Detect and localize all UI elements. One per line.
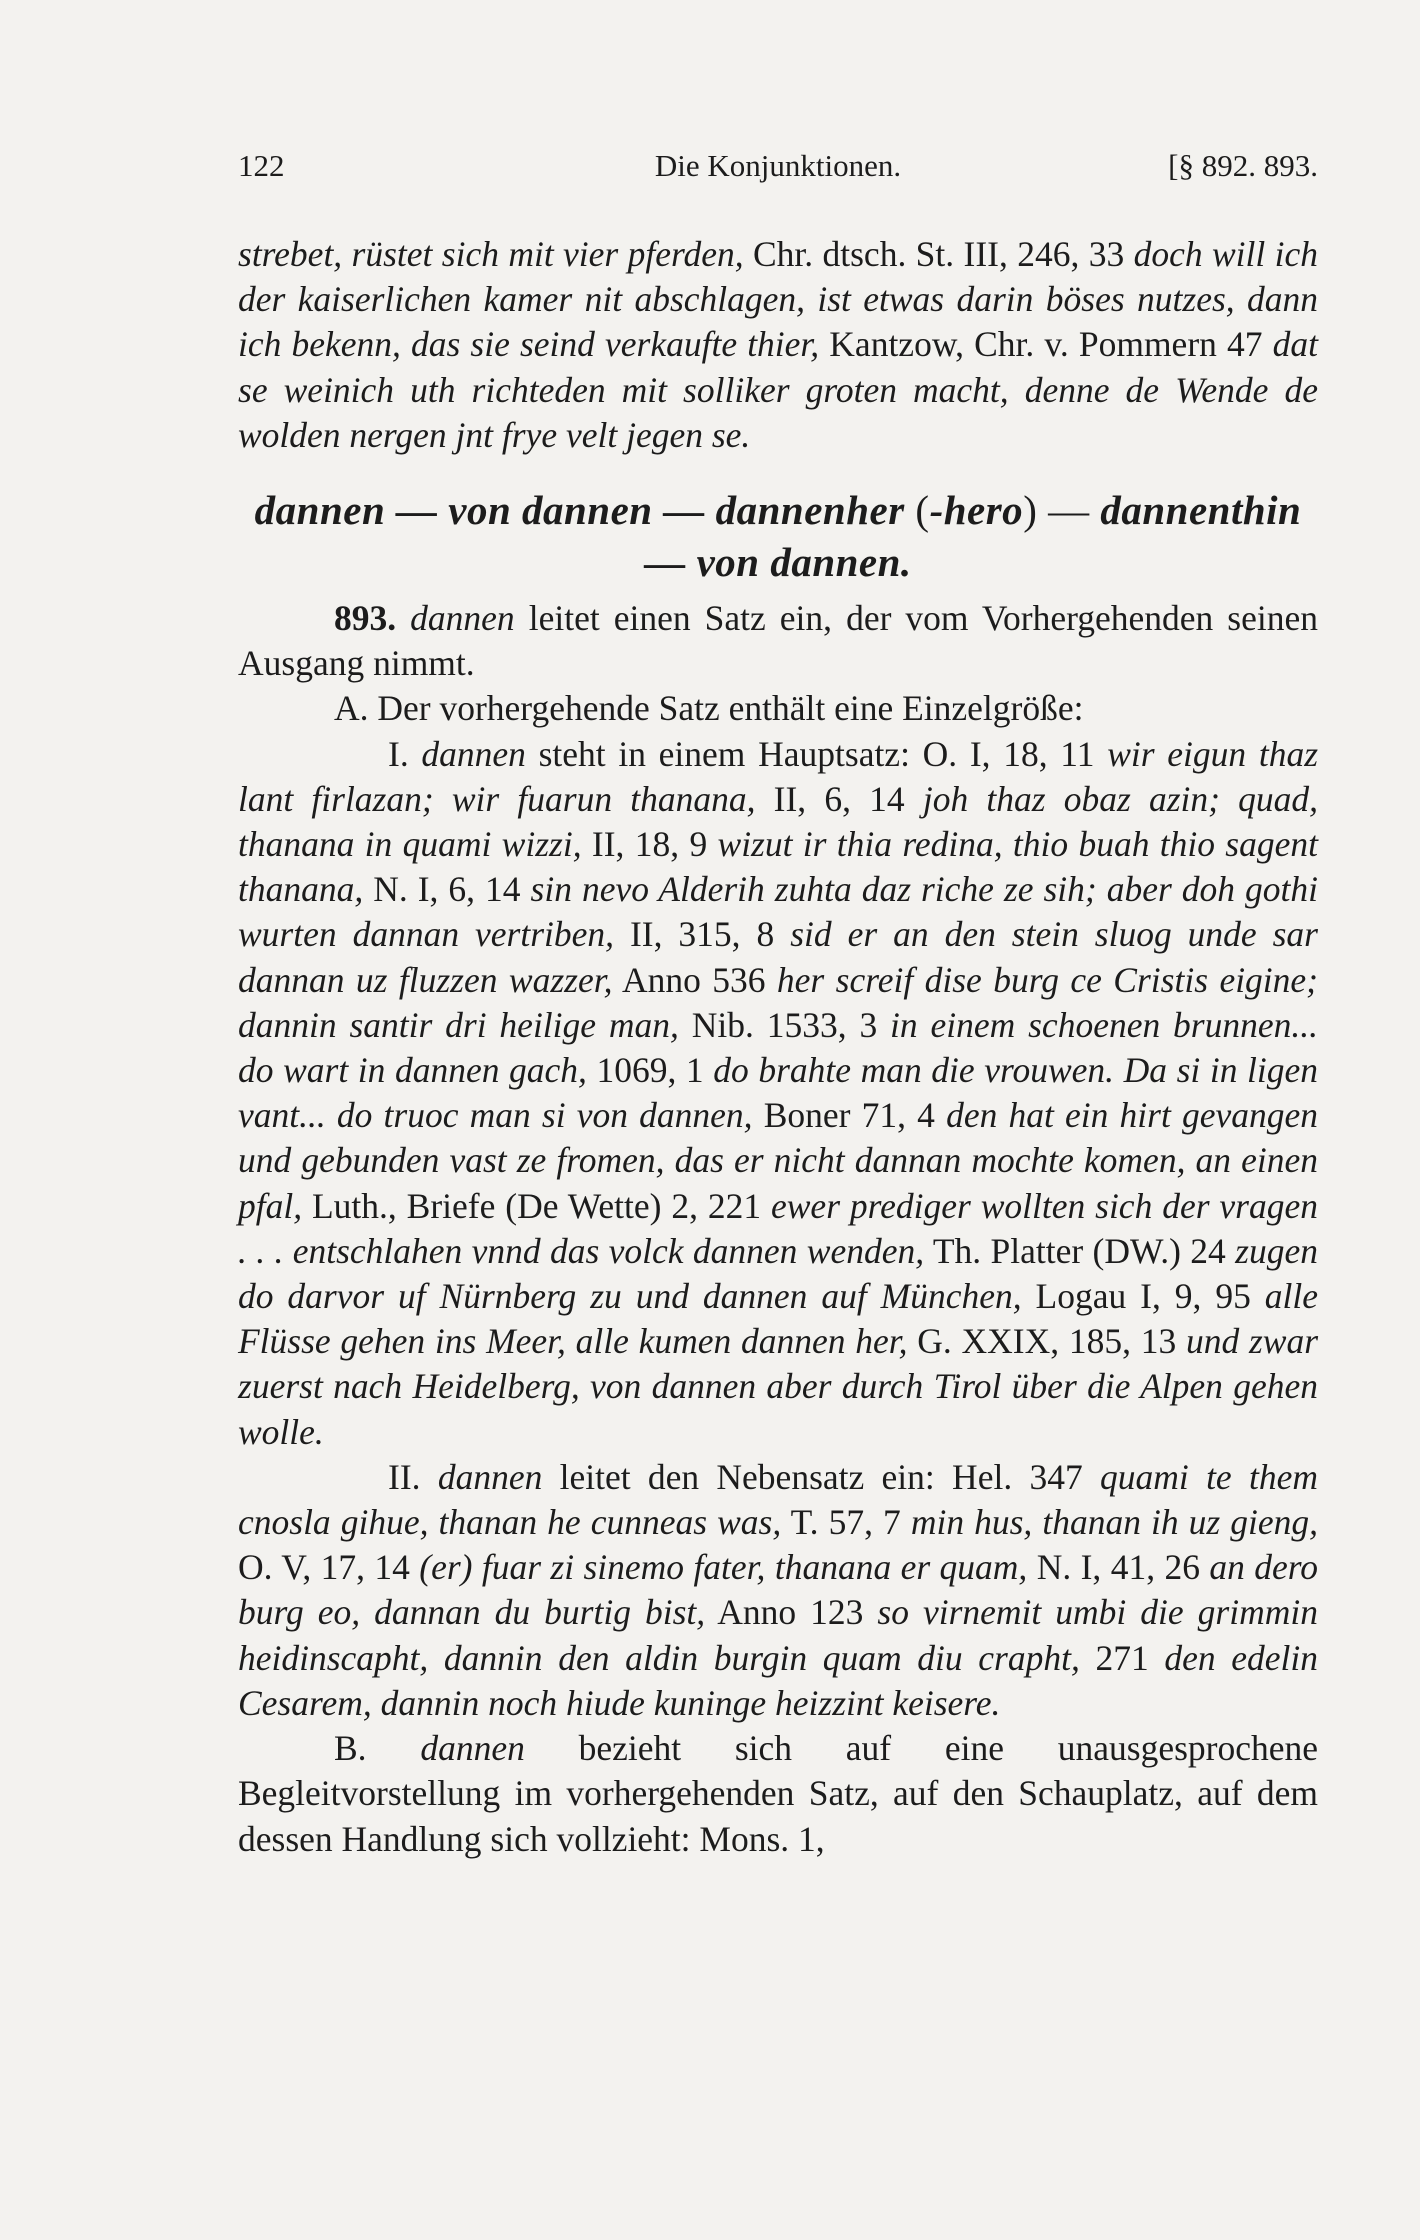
text-run: T. 57, 7 <box>781 1502 911 1543</box>
italic-run: sin nevo Alderih zuhta daz riche ze sih; aber doh gothi wurten dannan vertriben, <box>238 869 1318 955</box>
italic-run: den edelin Cesarem, dannin noch hiude kuninge heizzint keisere. <box>238 1637 1319 1723</box>
italic-run: strebet, rüstet sich mit vier pferden, <box>238 234 744 274</box>
text-run: G. XXIX, 185, 13 <box>907 1321 1186 1362</box>
text-run: Kantzow, Chr. v. Pommern 47 <box>819 324 1273 365</box>
italic-run: her screif dise burg ce Cristis eigine; dannin santir dri heilige man, <box>238 959 1318 1045</box>
text-run: steht in einem Hauptsatz: O. I, 18, 11 <box>525 733 1108 774</box>
text-run: Th. Platter (DW.) 24 <box>924 1230 1236 1271</box>
section-number: 893. <box>334 598 397 639</box>
text-run: leitet den Nebensatz ein: Hel. 347 <box>542 1456 1101 1497</box>
text-run: II. <box>388 1456 438 1497</box>
italic-run: wir eigun thaz lant firlazan; wir fuarun thanana, <box>238 733 1319 819</box>
italic-run: quami te them cnosla gihue, thanan he cunneas was, <box>238 1456 1318 1543</box>
paragraph-subsection-a-i <box>238 732 1318 1455</box>
italic-run: zugen do darvor uf Nürnberg zu und dannen auf München, <box>238 1230 1318 1317</box>
italic-run: doch will ich der kaiserlichen kamer nit abschlagen, ist etwas darin böses nutzes, dann ich bekenn, das sie seind verkaufte thier, <box>238 234 1318 365</box>
text-run: Logau I, 9, 95 <box>1021 1276 1265 1317</box>
paragraph-continuation <box>238 232 1318 458</box>
italic-run: dannen <box>254 487 386 534</box>
paragraph-subsection-b <box>238 1726 1318 1862</box>
italic-run: und zwar zuerst nach Heidelberg, von dannen aber durch Tirol über die Alpen gehen wolle. <box>238 1321 1319 1452</box>
italic-run: joh thaz obaz azin; quad, thanana in quami wizzi, <box>238 778 1318 865</box>
text-run: — <box>652 487 716 534</box>
italic-run: dannen <box>410 598 515 639</box>
text-run: 1069, 1 <box>586 1050 714 1091</box>
italic-run: so virnemit umbi die grimmin heidinscapht, dannin den aldin burgin quam diu crapht, <box>238 1592 1318 1678</box>
running-title: Die Konjunktionen. <box>654 148 902 183</box>
page-number: 122 <box>238 148 285 183</box>
paragraph-subsection-a <box>238 686 1318 731</box>
text-run: — <box>385 487 449 534</box>
italic-run: dannenthin <box>1100 487 1302 534</box>
text-run: 271 <box>1079 1637 1165 1678</box>
section-heading <box>238 484 1318 588</box>
text-run: O. V, 17, 14 <box>238 1547 420 1588</box>
page-body <box>238 232 1318 1862</box>
text-run: Anno 123 <box>705 1592 878 1633</box>
text-run: A. Der vorhergehende Satz enthält eine Einzelgröße: <box>334 688 1084 729</box>
text-run: II, 18, 9 <box>581 824 718 865</box>
italic-run: dannenher <box>715 487 905 534</box>
text-run: Chr. dtsch. St. III, 246, 33 <box>743 234 1134 274</box>
italic-run: dannen <box>421 733 526 774</box>
text-run: I. <box>388 733 422 774</box>
running-header <box>238 140 1318 190</box>
italic-run: -hero <box>929 487 1024 534</box>
italic-run: wizut ir thia redina, thio buah thio sagent thanana, <box>238 824 1318 910</box>
text-run: — <box>644 539 697 586</box>
italic-run: (er) fuar zi sinemo fater, thanana er quam, <box>419 1547 1028 1588</box>
upright-run: ) — <box>1023 487 1101 534</box>
italic-run: ewer prediger wollten sich der vragen . . . entschlahen vnnd das volck dannen wenden, <box>238 1185 1318 1271</box>
italic-run: sid er an den stein sluog unde sar dannan uz fluzzen wazzer, <box>238 914 1318 1000</box>
text-run: II, 315, 8 <box>614 914 791 955</box>
italic-run: min hus, thanan ih uz gieng, <box>910 1502 1319 1543</box>
italic-run: den hat ein hirt gevangen und gebunden vast ze fromen, das er nicht dannan mochte komen, an einen pfal, <box>238 1095 1318 1226</box>
italic-run: von dannen <box>448 487 653 534</box>
paragraph-893-intro <box>238 596 1318 686</box>
text-run: N. I, 41, 26 <box>1027 1547 1210 1588</box>
text-run: Luth., Briefe (De Wette) 2, 221 <box>302 1185 771 1226</box>
section-reference: [§ 892. 893. <box>1168 148 1318 183</box>
text-run: II, 6, 14 <box>755 778 923 819</box>
text-run <box>396 598 410 638</box>
text-run: bezieht sich auf eine unausgesprochene Begleitvorstellung im vorhergehenden Satz, auf den Schauplatz, auf dem dessen Handlung sich vollzieht: Mons. 1, <box>238 1728 1318 1859</box>
text-run: B. <box>334 1728 421 1769</box>
italic-run: dannen <box>420 1728 525 1769</box>
italic-run: von dannen. <box>696 539 912 586</box>
paragraph-subsection-a-ii <box>238 1455 1318 1726</box>
italic-run: an dero burg eo, dannan du burtig bist, <box>238 1547 1318 1633</box>
italic-run: dat se weinich uth richteden mit solliker groten macht, denne de Wende de wolden nergen jnt frye velt jegen se. <box>238 324 1318 455</box>
italic-run: dannen <box>437 1456 543 1497</box>
text-run: leitet einen Satz ein, der vom Vorhergehenden seinen Ausgang nimmt. <box>238 598 1319 684</box>
italic-run: in einem schoenen brunnen... do wart in dannen gach, <box>238 1004 1318 1091</box>
italic-run: alle Flüsse gehen ins Meer, alle kumen dannen her, <box>238 1276 1318 1362</box>
text-run: Nib. 1533, 3 <box>678 1004 891 1045</box>
italic-run: do brahte man die vrouwen. Da si in ligen vant... do truoc man si von dannen, <box>238 1050 1318 1136</box>
upright-run: ( <box>904 487 930 534</box>
text-run: N. I, 6, 14 <box>363 869 531 910</box>
text-run: Anno 536 <box>612 959 777 1000</box>
text-run: Boner 71, 4 <box>752 1095 947 1136</box>
